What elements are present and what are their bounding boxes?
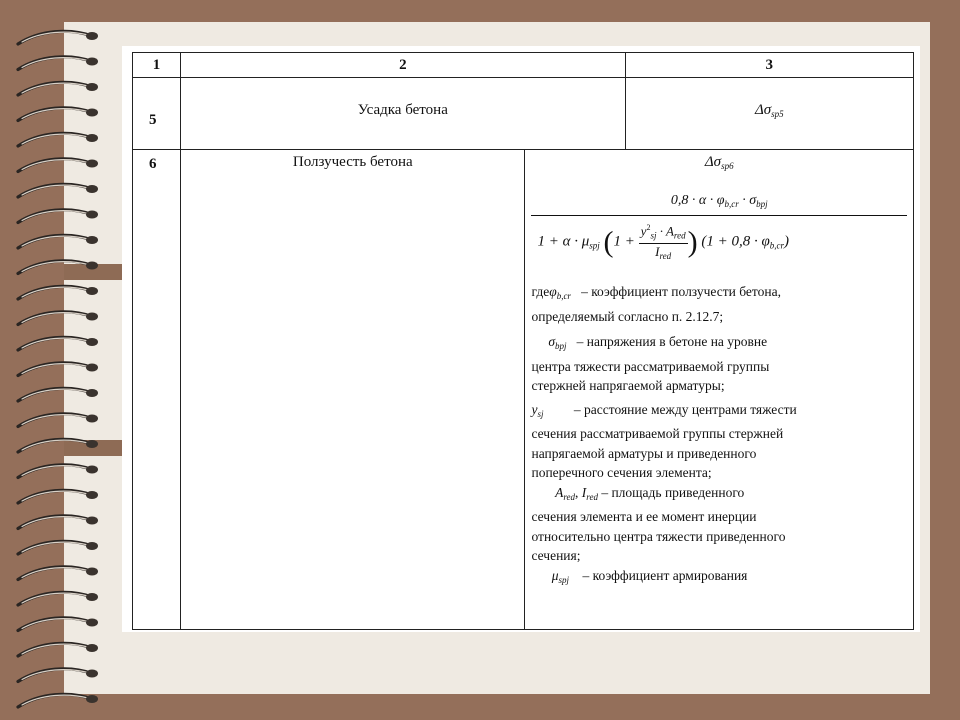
definition-subscript: spj: [558, 574, 570, 585]
definition-item: [531, 332, 907, 396]
spiral-hole: [86, 313, 98, 321]
inner-superscript: 2: [646, 223, 651, 232]
spiral-hole: [86, 670, 98, 678]
spiral-hole: [86, 160, 98, 168]
definition-text: центра тяжести рассматриваемой группы: [531, 358, 770, 374]
table-header-row: [133, 53, 914, 78]
spiral-coil-highlight: [22, 389, 88, 399]
spiral-coil-highlight: [22, 185, 88, 195]
symbol-subscript: sp6: [721, 161, 734, 171]
denominator-close: ): [784, 233, 790, 250]
denominator-text: 1 +: [613, 233, 639, 250]
spiral-hole: [86, 83, 98, 91]
spiral-coil-highlight: [22, 517, 88, 527]
spiral-coil-highlight: [22, 491, 88, 501]
spiral-hole: [86, 415, 98, 423]
header-col-2: 2: [181, 53, 626, 78]
definition-item: [531, 400, 907, 483]
row-name: Усадка бетона: [181, 78, 626, 150]
spiral-coil-highlight: [22, 134, 88, 144]
definition-text: относительно центра тяжести приведенного: [531, 528, 786, 544]
inner-subscript: sj: [650, 230, 657, 241]
definition-symbol: I: [581, 484, 587, 500]
inner-subscript: red: [673, 230, 686, 241]
spiral-hole: [86, 32, 98, 40]
definition-symbol: y: [531, 401, 538, 417]
definition-subscript: red: [563, 491, 576, 502]
denominator-text: 1 + α · μ: [537, 233, 590, 250]
definition-item: [531, 566, 907, 591]
spiral-hole: [86, 619, 98, 627]
data-table: [132, 52, 914, 630]
definition-subscript: sj: [537, 408, 544, 419]
spiral-coil-highlight: [22, 619, 88, 629]
spiral-coil-highlight: [22, 58, 88, 68]
definition-text: – напряжения в бетоне на уровне: [576, 334, 768, 350]
formula-numerator: [531, 193, 907, 209]
numerator-subscript: b,cr: [724, 199, 739, 209]
spiral-hole: [86, 211, 98, 219]
definition-text: напрягаемой арматуры и приведенного: [531, 445, 757, 461]
spiral-coil-highlight: [22, 109, 88, 119]
spiral-coil-highlight: [22, 236, 88, 246]
inner-subscript: red: [659, 251, 672, 262]
table-row: [133, 150, 914, 630]
definition-subscript: b,cr: [556, 291, 571, 302]
definition-symbol: σ: [548, 334, 556, 350]
spiral-hole: [86, 236, 98, 244]
symbol: Δσ: [754, 102, 772, 118]
row-number: 6: [133, 150, 181, 630]
spiral-coil-highlight: [22, 83, 88, 93]
spiral-hole: [86, 491, 98, 499]
spiral-hole: [86, 185, 98, 193]
spiral-coil-highlight: [22, 160, 88, 170]
spiral-hole: [86, 568, 98, 576]
definition-text: – коэффициент ползучести бетона,: [581, 284, 781, 300]
spiral-binding: [0, 0, 110, 720]
spiral-hole: [86, 364, 98, 372]
spiral-hole: [86, 644, 98, 652]
header-col-1: 1: [133, 53, 181, 78]
definition-subscript: red: [586, 491, 598, 502]
row-number: 5: [133, 78, 181, 150]
row-name: Ползучесть бетона: [181, 150, 525, 630]
inner-numerator: y: [640, 223, 647, 239]
spiral-coil-highlight: [22, 313, 88, 323]
table-row: [133, 78, 914, 150]
symbol: Δσ: [704, 154, 722, 170]
definition-text: определяемый согласно п. 2.12.7;: [531, 308, 724, 324]
definition-text: сечения элемента и ее момент инерции: [531, 509, 757, 525]
spiral-hole: [86, 593, 98, 601]
spiral-hole: [86, 440, 98, 448]
definition-lead: где: [531, 284, 550, 300]
spiral-coil-highlight: [22, 338, 88, 348]
numerator-text: 0,8 · α · φ: [670, 193, 725, 208]
formula-denominator: $1 + \alpha \cdot \mu_{spj}$ (1 + $y^2_{sj} \cdot A_{red}$ $I_{red}$ ) $(1 + 0,8 \cdot \varphi_{b,cr})$: [531, 220, 907, 264]
formula-cell: [525, 150, 914, 630]
definition-symbol: φ: [549, 284, 557, 300]
spiral-hole: [86, 466, 98, 474]
numerator-tail: · σ: [738, 193, 757, 208]
definition-text: поперечного сечения элемента;: [531, 465, 712, 481]
definition-text: сечения;: [531, 548, 581, 564]
denominator-subscript: spj: [589, 240, 600, 251]
header-col-3: 3: [625, 53, 913, 78]
spiral-hole: [86, 389, 98, 397]
definition-text: – расстояние между центрами тяжести: [573, 401, 797, 417]
spiral-hole: [86, 134, 98, 142]
spiral-coil-highlight: [22, 466, 88, 476]
inner-numerator-tail: · A: [656, 223, 674, 239]
spiral-coil-highlight: [22, 644, 88, 654]
spiral-hole: [86, 517, 98, 525]
definition-symbol: μ: [551, 567, 559, 583]
inner-denominator: I: [655, 244, 660, 260]
spiral-hole: [86, 287, 98, 295]
spiral-hole: [86, 542, 98, 550]
spiral-coil-highlight: [22, 364, 88, 374]
row-symbol: [625, 78, 913, 150]
denominator-tail: (1 + 0,8 · φ: [701, 233, 770, 250]
spiral-coil-highlight: [22, 32, 88, 42]
definition-subscript: bpj: [555, 341, 567, 352]
spiral-coil-highlight: [22, 440, 88, 450]
spiral-hole: [86, 262, 98, 270]
symbol-subscript: sp5: [771, 109, 784, 119]
definition-symbol: A: [555, 484, 564, 500]
spiral-coil-highlight: [22, 542, 88, 552]
spiral-hole: [86, 695, 98, 703]
spiral-coil-highlight: [22, 262, 88, 272]
spiral-coil-highlight: [22, 415, 88, 425]
denominator-subscript: b,cr: [769, 240, 785, 251]
spiral-coil-highlight: [22, 695, 88, 705]
numerator-subscript: bpj: [756, 199, 768, 209]
definition-text: – площадь приведенного: [601, 484, 745, 500]
spiral-coil-highlight: [22, 211, 88, 221]
spiral-coil-highlight: [22, 670, 88, 680]
spiral-coil-highlight: [22, 287, 88, 297]
definition-list: [531, 282, 907, 590]
definition-text: стержней напрягаемой арматуры;: [531, 378, 725, 394]
definition-text: сечения рассматриваемой группы стержней: [531, 426, 784, 442]
definition-item: $A_{red}$, $I_{red}$ – площадь приведенного сечения элемента и ее момент инерции относительно центра тяжести приведенного сечения;: [531, 484, 786, 564]
spiral-hole: [86, 58, 98, 66]
definition-item: [531, 282, 907, 326]
fraction-bar: [531, 215, 907, 216]
inner-fraction: [639, 220, 688, 264]
spiral-hole: [86, 109, 98, 117]
spiral-coil-highlight: [22, 593, 88, 603]
definition-text: – коэффициент армирования: [582, 567, 748, 583]
spiral-hole: [86, 338, 98, 346]
row-symbol: [531, 154, 907, 171]
spiral-coil-highlight: [22, 568, 88, 578]
